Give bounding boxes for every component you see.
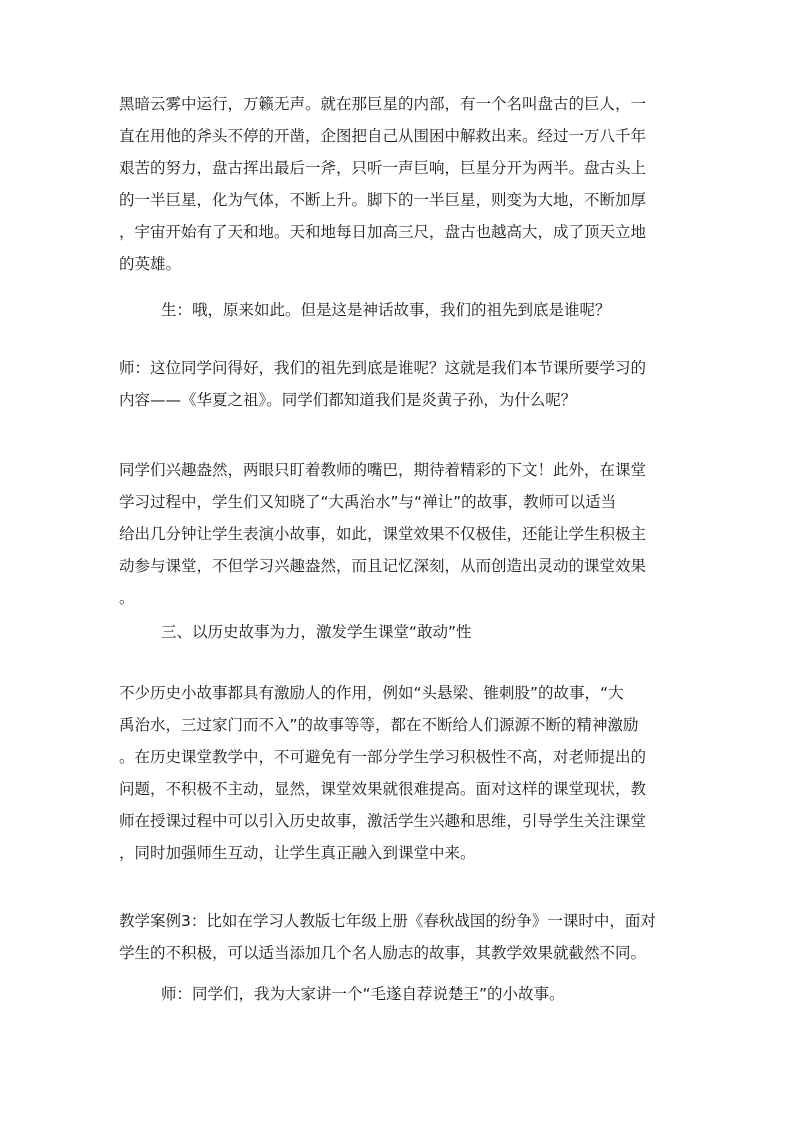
text-line: 禹治水，三过家门而不入”的故事等等，都在不断给人们源源不断的精神激励: [119, 716, 639, 734]
text-line: 生：哦，原来如此。但是这是神话故事，我们的祖先到底是谁呢？: [161, 301, 611, 319]
text-line: ，宇宙开始有了天和地。天和地每日加高三尺，盘古也越高大，成了顶天立地: [119, 223, 647, 241]
text-line: 师：同学们，我为大家讲一个“毛遂自荐说楚王”的小故事。: [161, 985, 565, 1003]
text-line: 内容——《华夏之祖》。同学们都知道我们是炎黄子孙，为什么呢？: [119, 391, 577, 409]
text-line: 给出几分钟让学生表演小故事，如此，课堂效果不仅极佳，还能让学生积极主: [119, 525, 647, 543]
text-line: 问题，不积极不主动，显然，课堂效果就很难提高。面对这样的课堂现状，教: [119, 780, 647, 798]
paragraph-class-effect: [119, 454, 679, 614]
text-line: 学生的不积极，可以适当添加几个名人励志的故事，其教学效果就截然不同。: [119, 944, 647, 962]
text-line: 的一半巨星，化为气体，不断上升。脚下的一半巨星，则变为大地，不断加厚: [119, 191, 647, 209]
section-heading: [161, 616, 681, 648]
paragraph-teaching-case-3: [119, 905, 679, 969]
text-line: 。: [119, 589, 135, 607]
paragraph-pangu-legend: [119, 88, 679, 280]
text-line: 艰苦的努力，盘古挥出最后一斧，只听一声巨响，巨星分开为两半。盘古头上: [119, 159, 647, 177]
text-line: 师：这位同学问得好，我们的祖先到底是谁呢？这就是我们本节课所要学习的: [119, 359, 647, 377]
text-line: ，同时加强师生互动，让学生真正融入到课堂中来。: [119, 844, 476, 862]
text-line: 动参与课堂，不但学习兴趣盎然，而且记忆深刻，从而创造出灵动的课堂效果: [119, 557, 647, 575]
paragraph-teacher-story: [161, 978, 681, 1010]
text-line: 不少历史小故事都具有激励人的作用，例如“头悬梁、锥刺股”的故事，“大: [119, 684, 624, 702]
text-line: 的英雄。: [119, 255, 182, 273]
text-line: 同学们兴趣盎然，两眼只盯着教师的嘴巴，期待着精彩的下文！此外，在课堂: [119, 461, 647, 479]
paragraph-student-question: [161, 294, 681, 326]
text-line: 黑暗云雾中运行，万籁无声。就在那巨星的内部，有一个名叫盘古的巨人，一: [119, 95, 647, 113]
text-line: 。在历史课堂教学中，不可避免有一部分学生学习积极性不高，对老师提出的: [119, 748, 647, 766]
text-line: 直在用他的斧头不停的开凿，企图把自己从围困中解救出来。经过一万八千年: [119, 127, 647, 145]
text-line: 师在授课过程中可以引入历史故事，激活学生兴趣和思维，引导学生关注课堂: [119, 812, 647, 830]
text-line: 学习过程中，学生们又知晓了“大禹治水”与“禅让”的故事，教师可以适当: [119, 493, 617, 511]
text-line: 三、以历史故事为力，激发学生课堂“敢动”性: [161, 623, 472, 641]
paragraph-teacher-reply: [119, 352, 679, 416]
text-line: 教学案例3：比如在学习人教版七年级上册《春秋战国的纷争》一课时中，面对: [119, 912, 656, 930]
paragraph-history-stories: [119, 677, 679, 869]
